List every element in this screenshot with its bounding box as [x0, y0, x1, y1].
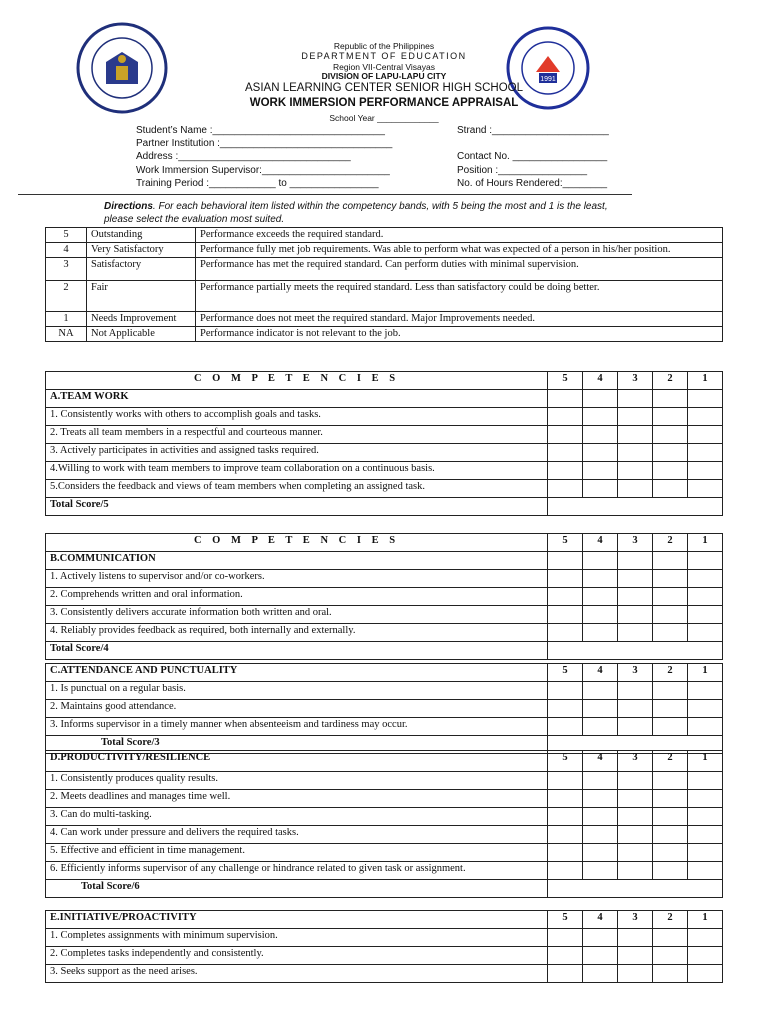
rating-label: Needs Improvement: [87, 312, 196, 327]
position-field[interactable]: Position :________________: [457, 165, 588, 176]
score-cell[interactable]: [583, 700, 618, 718]
competency-item: 2. Completes tasks independently and consistently.: [46, 947, 548, 965]
scale-3: 3: [618, 534, 653, 552]
scale-4: 4: [583, 911, 618, 929]
competency-item: 1. Consistently produces quality results.: [46, 772, 548, 790]
competency-item: 2. Maintains good attendance.: [46, 700, 548, 718]
score-cell[interactable]: [653, 929, 688, 947]
score-cell[interactable]: [583, 790, 618, 808]
score-cell[interactable]: [548, 772, 583, 790]
score-cell[interactable]: [583, 826, 618, 844]
score-cell[interactable]: [548, 588, 583, 606]
competencies-header: C O M P E T E N C I E S: [46, 534, 548, 552]
score-cell[interactable]: [688, 718, 723, 736]
scale-2: 2: [653, 911, 688, 929]
competency-item: 3. Consistently delivers accurate information both written and oral.: [46, 606, 548, 624]
section-title: A.TEAM WORK: [46, 390, 548, 408]
total-score-label: Total Score/6: [46, 880, 548, 898]
directions-text: [104, 200, 634, 226]
rating-label: Satisfactory: [87, 258, 196, 281]
score-cell[interactable]: [548, 844, 583, 862]
score-cell[interactable]: [548, 862, 583, 880]
rating-row: [46, 228, 723, 243]
score-cell[interactable]: [618, 826, 653, 844]
competency-item: 1. Actively listens to supervisor and/or co-workers.: [46, 570, 548, 588]
score-cell[interactable]: [548, 624, 583, 642]
score-cell[interactable]: [548, 826, 583, 844]
score-cell[interactable]: [548, 552, 583, 570]
scale-2: 2: [653, 751, 688, 772]
score-cell[interactable]: [618, 772, 653, 790]
score-cell[interactable]: [653, 808, 688, 826]
score-cell[interactable]: [688, 929, 723, 947]
competencies-header: C O M P E T E N C I E S: [46, 372, 548, 390]
rating-legend-table: [45, 227, 723, 342]
score-cell[interactable]: [583, 808, 618, 826]
score-cell[interactable]: [653, 965, 688, 983]
section-a-table: [45, 371, 723, 516]
score-cell[interactable]: [618, 682, 653, 700]
scale-2: 2: [653, 664, 688, 682]
score-cell[interactable]: [653, 682, 688, 700]
scale-5: 5: [548, 664, 583, 682]
rating-description: Performance exceeds the required standard.: [196, 228, 723, 243]
score-cell[interactable]: [583, 929, 618, 947]
score-cell[interactable]: [618, 480, 653, 498]
hours-rendered-field[interactable]: No. of Hours Rendered:________: [457, 178, 608, 189]
score-cell[interactable]: [583, 965, 618, 983]
score-cell[interactable]: [618, 808, 653, 826]
score-cell[interactable]: [618, 700, 653, 718]
score-cell[interactable]: [583, 606, 618, 624]
score-cell[interactable]: [653, 947, 688, 965]
competency-item: 4. Reliably provides feedback as required, both internally and externally.: [46, 624, 548, 642]
score-cell[interactable]: [688, 444, 723, 462]
score-cell[interactable]: [618, 588, 653, 606]
score-cell[interactable]: [548, 426, 583, 444]
directions-body: . For each behavioral item listed within the competency bands, with 5 being the most and 1 is the least, please select the evaluation most suited.: [104, 201, 608, 225]
section-b-table: [45, 533, 723, 660]
competency-item: 2. Comprehends written and oral information.: [46, 588, 548, 606]
competency-item: 3. Informs supervisor in a timely manner when absenteeism and tardiness may occur.: [46, 718, 548, 736]
competency-item: 4.Willing to work with team members to improve team collaboration on a continuous basis.: [46, 462, 548, 480]
rating-score: 3: [46, 258, 87, 281]
score-cell[interactable]: [688, 965, 723, 983]
partner-institution-field[interactable]: Partner Institution :_______________________________: [136, 138, 393, 149]
score-cell[interactable]: [548, 462, 583, 480]
rating-description: Performance does not meet the required standard. Major Improvements needed.: [196, 312, 723, 327]
section-title: E.INITIATIVE/PROACTIVITY: [46, 911, 548, 929]
score-cell[interactable]: [548, 808, 583, 826]
score-cell[interactable]: [653, 390, 688, 408]
score-cell[interactable]: [618, 552, 653, 570]
scale-1: 1: [688, 534, 723, 552]
directions-label: Directions: [104, 201, 153, 212]
score-cell[interactable]: [618, 929, 653, 947]
total-score-label: Total Score/5: [46, 498, 548, 516]
rating-score: 2: [46, 281, 87, 312]
total-score-cell[interactable]: [548, 498, 723, 516]
score-cell[interactable]: [583, 682, 618, 700]
scale-3: 3: [618, 751, 653, 772]
score-cell[interactable]: [583, 444, 618, 462]
score-cell[interactable]: [618, 947, 653, 965]
competency-item: 1. Consistently works with others to accomplish goals and tasks.: [46, 408, 548, 426]
score-cell[interactable]: [583, 408, 618, 426]
score-cell[interactable]: [653, 444, 688, 462]
competency-item: 6. Efficiently informs supervisor of any challenge or hindrance related to given task or assignment.: [46, 862, 548, 880]
competency-item: 3. Actively participates in activities and assigned tasks required.: [46, 444, 548, 462]
rating-row: [46, 281, 723, 312]
score-cell[interactable]: [688, 772, 723, 790]
score-cell[interactable]: [548, 700, 583, 718]
score-cell[interactable]: [618, 444, 653, 462]
strand-field[interactable]: Strand :_____________________: [457, 125, 609, 136]
rating-score: 4: [46, 243, 87, 258]
score-cell[interactable]: [653, 462, 688, 480]
score-cell[interactable]: [548, 408, 583, 426]
score-cell[interactable]: [653, 606, 688, 624]
rating-label: Not Applicable: [87, 327, 196, 342]
score-cell[interactable]: [583, 552, 618, 570]
score-cell[interactable]: [688, 862, 723, 880]
score-cell[interactable]: [688, 408, 723, 426]
score-cell[interactable]: [688, 462, 723, 480]
competency-item: 1. Completes assignments with minimum supervision.: [46, 929, 548, 947]
score-cell[interactable]: [688, 790, 723, 808]
score-cell[interactable]: [618, 862, 653, 880]
header-divider: [18, 194, 632, 195]
score-cell[interactable]: [618, 408, 653, 426]
rating-score: 1: [46, 312, 87, 327]
score-cell[interactable]: [688, 947, 723, 965]
score-cell[interactable]: [548, 444, 583, 462]
total-score-cell[interactable]: [548, 642, 723, 660]
competency-item: 2. Treats all team members in a respectful and courteous manner.: [46, 426, 548, 444]
score-cell[interactable]: [548, 606, 583, 624]
scale-5: 5: [548, 372, 583, 390]
score-cell[interactable]: [688, 826, 723, 844]
score-cell[interactable]: [653, 552, 688, 570]
republic-line: Republic of the Philippines: [333, 41, 435, 51]
score-cell[interactable]: [583, 588, 618, 606]
rating-description: Performance has met the required standard. Can perform duties with minimal supervision.: [196, 258, 723, 281]
score-cell[interactable]: [688, 426, 723, 444]
scale-1: 1: [688, 664, 723, 682]
score-cell[interactable]: [548, 390, 583, 408]
scale-4: 4: [583, 664, 618, 682]
scale-1: 1: [688, 372, 723, 390]
score-cell[interactable]: [548, 965, 583, 983]
score-cell[interactable]: [548, 790, 583, 808]
supervisor-field[interactable]: Work Immersion Supervisor:_______________________: [136, 165, 390, 176]
score-cell[interactable]: [688, 682, 723, 700]
total-score-label: Total Score/3: [46, 736, 548, 754]
score-cell[interactable]: [653, 570, 688, 588]
region-line: Region VII-Central Visayas: [333, 62, 435, 72]
score-cell[interactable]: [688, 624, 723, 642]
score-cell[interactable]: [583, 947, 618, 965]
total-score-cell[interactable]: [548, 880, 723, 898]
score-cell[interactable]: [583, 426, 618, 444]
scale-1: 1: [688, 911, 723, 929]
scale-3: 3: [618, 664, 653, 682]
scale-2: 2: [653, 372, 688, 390]
rating-description: Performance partially meets the required standard. Less than satisfactory could be doing better.: [196, 281, 723, 312]
score-cell[interactable]: [618, 965, 653, 983]
score-cell[interactable]: [583, 480, 618, 498]
section-e-table: [45, 910, 723, 983]
score-cell[interactable]: [583, 844, 618, 862]
competency-item: 2. Meets deadlines and manages time well.: [46, 790, 548, 808]
training-period-field[interactable]: Training Period :____________ to ________________: [136, 178, 379, 189]
score-cell[interactable]: [583, 570, 618, 588]
score-cell[interactable]: [548, 947, 583, 965]
rating-row: [46, 258, 723, 281]
score-cell[interactable]: [653, 408, 688, 426]
score-cell[interactable]: [688, 588, 723, 606]
rating-description: Performance indicator is not relevant to the job.: [196, 327, 723, 342]
scale-5: 5: [548, 534, 583, 552]
competency-item: 3. Can do multi-tasking.: [46, 808, 548, 826]
score-cell[interactable]: [548, 570, 583, 588]
scale-4: 4: [583, 751, 618, 772]
score-cell[interactable]: [688, 808, 723, 826]
scale-2: 2: [653, 534, 688, 552]
school-name: ASIAN LEARNING CENTER SENIOR HIGH SCHOOL: [245, 82, 523, 94]
score-cell[interactable]: [688, 390, 723, 408]
score-cell[interactable]: [583, 624, 618, 642]
score-cell[interactable]: [688, 480, 723, 498]
score-cell[interactable]: [653, 826, 688, 844]
score-cell[interactable]: [583, 462, 618, 480]
score-cell[interactable]: [653, 426, 688, 444]
total-score-label: Total Score/4: [46, 642, 548, 660]
competency-item: 3. Seeks support as the need arises.: [46, 965, 548, 983]
score-cell[interactable]: [618, 718, 653, 736]
score-cell[interactable]: [653, 772, 688, 790]
score-cell[interactable]: [618, 570, 653, 588]
scale-5: 5: [548, 911, 583, 929]
score-cell[interactable]: [653, 700, 688, 718]
rating-row: [46, 243, 723, 258]
section-title: C.ATTENDANCE AND PUNCTUALITY: [46, 664, 548, 682]
rating-score: 5: [46, 228, 87, 243]
school-year-line: School Year _____________: [329, 113, 439, 123]
score-cell[interactable]: [653, 624, 688, 642]
score-cell[interactable]: [548, 718, 583, 736]
competency-item: 5. Effective and efficient in time management.: [46, 844, 548, 862]
score-cell[interactable]: [618, 390, 653, 408]
score-cell[interactable]: [688, 570, 723, 588]
score-cell[interactable]: [688, 844, 723, 862]
section-title: D.PRODUCTIVITY/RESILIENCE: [46, 751, 548, 772]
section-title: B.COMMUNICATION: [46, 552, 548, 570]
score-cell[interactable]: [653, 862, 688, 880]
score-cell[interactable]: [583, 718, 618, 736]
score-cell[interactable]: [688, 552, 723, 570]
rating-score: NA: [46, 327, 87, 342]
rating-label: Fair: [87, 281, 196, 312]
contact-field[interactable]: Contact No. _________________: [457, 151, 608, 162]
score-cell[interactable]: [618, 790, 653, 808]
school-seal-year: 1991: [540, 76, 556, 83]
score-cell[interactable]: [583, 772, 618, 790]
scale-1: 1: [688, 751, 723, 772]
score-cell[interactable]: [618, 606, 653, 624]
page-title: WORK IMMERSION PERFORMANCE APPRAISAL: [249, 97, 519, 109]
score-cell[interactable]: [618, 462, 653, 480]
score-cell[interactable]: [548, 929, 583, 947]
rating-row: [46, 327, 723, 342]
score-cell[interactable]: [653, 588, 688, 606]
score-cell[interactable]: [548, 682, 583, 700]
scale-4: 4: [583, 534, 618, 552]
student-name-field[interactable]: Student’s Name :_______________________________: [136, 125, 385, 136]
score-cell[interactable]: [688, 606, 723, 624]
score-cell[interactable]: [653, 790, 688, 808]
scale-3: 3: [618, 372, 653, 390]
address-field[interactable]: Address :_______________________________: [136, 151, 351, 162]
score-cell[interactable]: [618, 624, 653, 642]
score-cell[interactable]: [618, 844, 653, 862]
rating-description: Performance fully met job requirements. Was able to perform what was expected of a person in his/her position.: [196, 243, 723, 258]
competency-item: 5.Considers the feedback and views of team members when completing an assigned task.: [46, 480, 548, 498]
scale-5: 5: [548, 751, 583, 772]
score-cell[interactable]: [653, 844, 688, 862]
scale-4: 4: [583, 372, 618, 390]
section-d-table: [45, 750, 723, 898]
department-line: DEPARTMENT OF EDUCATION: [301, 51, 467, 61]
score-cell[interactable]: [548, 480, 583, 498]
score-cell[interactable]: [653, 718, 688, 736]
scale-3: 3: [618, 911, 653, 929]
score-cell[interactable]: [688, 700, 723, 718]
score-cell[interactable]: [618, 426, 653, 444]
score-cell[interactable]: [583, 862, 618, 880]
section-c-table: [45, 663, 723, 754]
score-cell[interactable]: [583, 390, 618, 408]
division-line: DIVISION OF LAPU-LAPU CITY: [321, 71, 447, 81]
score-cell[interactable]: [653, 480, 688, 498]
rating-label: Outstanding: [87, 228, 196, 243]
competency-item: 4. Can work under pressure and delivers the required tasks.: [46, 826, 548, 844]
rating-label: Very Satisfactory: [87, 243, 196, 258]
competency-item: 1. Is punctual on a regular basis.: [46, 682, 548, 700]
rating-row: [46, 312, 723, 327]
